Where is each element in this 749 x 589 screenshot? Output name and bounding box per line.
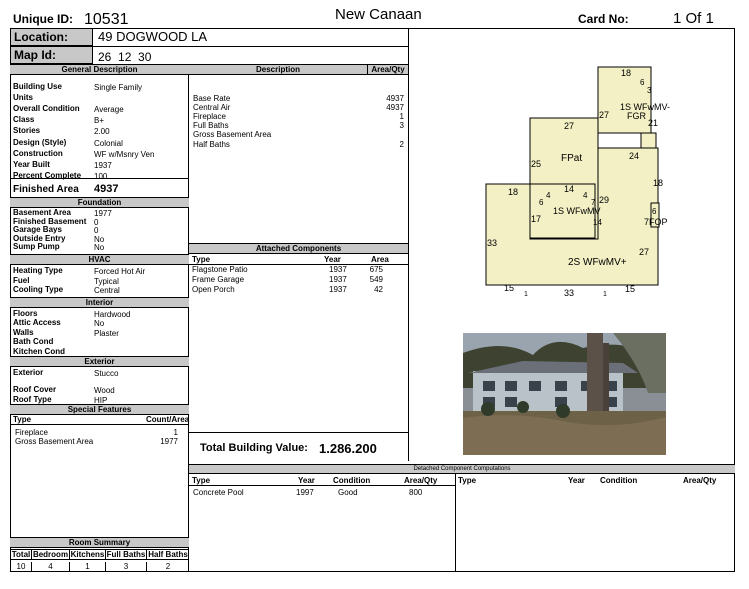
special-row-count: 1977 [160, 437, 178, 446]
description-row-qty: 4937 [386, 94, 404, 103]
card-value: 1 Of 1 [673, 10, 714, 27]
general-row-value: 1937 [94, 160, 112, 170]
detached-row-year: 1997 [296, 488, 314, 497]
hvac-header: HVAC [10, 254, 189, 265]
room-col-value: 2 [146, 562, 189, 571]
area-qty-header: Area/Qty [367, 64, 408, 75]
room-col-header: Kitchens [70, 550, 105, 559]
room-col-value: 4 [31, 562, 69, 571]
general-row-value: 2.00 [94, 127, 110, 137]
general-row-label: Units [13, 93, 33, 103]
map-label: Map Id: [14, 48, 56, 62]
general-row-value: Single Family [94, 83, 143, 92]
description-row-qty: 4937 [386, 103, 404, 112]
hvac-row-label: Heating Type [13, 266, 63, 275]
hvac-row-label: Fuel [13, 275, 30, 285]
town-name: New Canaan [335, 6, 422, 23]
sketch-label: 21 [648, 118, 659, 128]
unique-id-label: Unique ID: [13, 12, 73, 26]
detached-header: Detached Component Computations [189, 464, 735, 474]
description-header: Description [189, 64, 367, 75]
house-photo [463, 333, 666, 455]
sketch-label: 33 [487, 238, 498, 248]
general-row-value: 100 [94, 171, 108, 181]
attached-col-type: Type [192, 255, 211, 264]
room-summary-header: Room Summary [10, 537, 189, 548]
detached-col-right: Year [568, 476, 585, 485]
detached-col-left: Type [192, 476, 211, 485]
description-row-qty: 1 [399, 112, 404, 121]
attached-row-area: 549 [369, 275, 383, 284]
detached-col-left: Year [298, 476, 315, 485]
general-header: General Description [10, 64, 189, 75]
foundation-row-label: Garage Bays [13, 225, 62, 235]
sketch-label: 33 [564, 288, 575, 298]
attached-col-area: Area [371, 255, 389, 264]
special-row-count: 1 [173, 428, 178, 437]
room-col-header: Bedroom [32, 550, 69, 559]
map-value: 26 12 30 [98, 50, 152, 64]
sketch-label: 27 [564, 121, 575, 131]
interior-row-label: Attic Access [13, 318, 61, 328]
interior-row-label: Walls [13, 327, 34, 337]
detached-col-right: Condition [600, 476, 638, 485]
detached-row-type: Concrete Pool [193, 488, 244, 497]
detached-row-area: 800 [409, 488, 423, 497]
foundation-row-value: 1977 [94, 209, 112, 218]
special-col-count: Count/Area [146, 415, 190, 424]
sketch-label: 6 [640, 78, 645, 87]
sketch-label: 2S WFwMV+ [568, 257, 627, 268]
foundation-row-label: Basement Area [13, 208, 71, 217]
general-row-value: Average [94, 105, 124, 115]
exterior-row-label: Roof Type [13, 395, 52, 404]
foundation-row-value: 0 [94, 217, 99, 227]
total-value: 1.286.200 [319, 441, 377, 456]
description-row-qty: 3 [399, 121, 404, 130]
sketch-label: 4 [583, 191, 588, 200]
general-row-value: WF w/Msnry Ven [94, 149, 155, 159]
sketch-label: 1S WFwMV [553, 206, 601, 216]
general-row-label: Construction [13, 148, 63, 158]
general-row-value: B+ [94, 116, 105, 126]
general-row-label: Year Built [13, 159, 50, 169]
interior-row-label: Floors [13, 309, 38, 318]
card-label: Card No: [578, 12, 629, 26]
hvac-row-label: Cooling Type [13, 285, 64, 294]
exterior-row-label: Exterior [13, 368, 44, 377]
sketch-label: 15 [504, 283, 515, 293]
hvac-row-value: Typical [94, 276, 119, 286]
sketch-label: 18 [508, 187, 519, 197]
interior-row-value: No [94, 319, 105, 329]
description-row-qty: 2 [399, 140, 404, 149]
attached-row-type: Flagstone Patio [192, 265, 248, 274]
sketch-label: 7FOP [644, 217, 668, 227]
exterior-row-label: Roof Cover [13, 385, 57, 394]
special-col-type: Type [13, 415, 32, 424]
interior-row-label: Bath Cond [13, 337, 54, 347]
attached-row-area: 42 [374, 285, 383, 294]
sketch-label: 14 [564, 184, 575, 194]
foundation-row-value: No [94, 234, 105, 244]
sketch-label: 17 [531, 214, 542, 224]
room-col-header: Half Baths [146, 549, 189, 560]
detached-col-right: Type [458, 476, 477, 485]
interior-row-value: Hardwood [94, 310, 131, 319]
foundation-row-value: No [94, 243, 105, 253]
exterior-row-value: HIP [94, 396, 108, 405]
attached-row-year: 1937 [329, 275, 347, 284]
interior-row-value: Plaster [94, 328, 119, 338]
exterior-row-value: Stucco [94, 369, 119, 378]
description-row-name: Central Air [193, 103, 231, 112]
sketch-label: 1 [603, 291, 607, 298]
sketch-label: 6 [652, 207, 657, 216]
sketch-label: 1 [524, 291, 528, 298]
room-table-edge [188, 549, 189, 572]
description-row-name: Fireplace [193, 112, 226, 121]
sketch-label: 1S WFwMV- [620, 102, 671, 112]
attached-row-year: 1937 [329, 265, 347, 274]
sketch-label: 24 [629, 151, 640, 161]
sketch-label: FGR [627, 111, 646, 121]
sketch-label: 14 [593, 218, 602, 227]
foundation-row-label: Outside Entry [13, 233, 66, 243]
finished-area-label: Finished Area [13, 184, 79, 195]
description-row-name: Half Baths [193, 140, 230, 149]
total-value-label: Total Building Value: [200, 442, 308, 454]
sketch-label: 6 [539, 198, 544, 207]
sketch-label: 4 [546, 191, 551, 200]
interior-row-label: Kitchen Cond [13, 346, 65, 356]
general-row-value: Colonial [94, 138, 123, 148]
attached-row-type: Open Porch [192, 285, 235, 294]
sketch-label: 25 [531, 159, 542, 169]
attached-row-area: 675 [369, 265, 383, 274]
exterior-header: Exterior [10, 356, 189, 367]
description-row-name: Gross Basement Area [193, 130, 272, 139]
sketch-label: 29 [599, 195, 610, 205]
attached-row-year: 1937 [329, 285, 347, 294]
sketch-label: 27 [599, 110, 610, 120]
general-row-label: Building Use [13, 82, 62, 91]
attached-col-year: Year [324, 255, 341, 264]
unique-id-value: 10531 [84, 11, 129, 28]
sketch-label: 15 [625, 284, 636, 294]
room-col-header: Total [11, 550, 31, 559]
description-row-name: Base Rate [193, 94, 231, 103]
detached-col-left: Area/Qty [404, 476, 438, 485]
general-row-label: Percent Complete [13, 170, 82, 180]
general-row-label: Class [13, 115, 35, 125]
foundation-row-value: 0 [94, 226, 99, 236]
general-row-label: Stories [13, 126, 41, 136]
detached-col-left: Condition [333, 476, 371, 485]
room-col-value: 10 [10, 562, 31, 571]
attached-row-type: Frame Garage [192, 275, 245, 284]
special-row-type: Fireplace [15, 428, 48, 437]
foundation-header: Foundation [10, 197, 189, 208]
location-value: 49 DOGWOOD LA [98, 29, 208, 44]
sketch-label: 3 [647, 86, 652, 95]
general-row-label: Overall Condition [13, 104, 80, 114]
sketch-label: 18 [653, 178, 664, 188]
special-features-header: Special Features [10, 404, 189, 415]
description-row-name: Full Baths [193, 121, 229, 130]
location-label: Location: [14, 30, 68, 44]
detached-row-condition: Good [338, 488, 358, 497]
sketch-label: FPat [561, 153, 583, 164]
sketch-label: 7 [591, 198, 596, 207]
foundation-row-label: Finished Basement [13, 216, 87, 226]
room-col-value: 1 [69, 562, 105, 571]
sketch-label: 18 [621, 68, 632, 78]
sketch-label: 27 [639, 247, 650, 257]
room-col-value: 3 [105, 562, 146, 571]
room-col-header: Full Baths [106, 550, 146, 559]
special-row-type: Gross Basement Area [15, 437, 94, 446]
foundation-row-label: Sump Pump [13, 242, 60, 252]
exterior-row-value: Wood [94, 386, 115, 395]
detached-col-right: Area/Qty [683, 476, 717, 485]
building-sketch [409, 29, 734, 329]
finished-area-value: 4937 [94, 183, 119, 195]
hvac-row-value: Forced Hot Air [94, 267, 146, 276]
attached-header: Attached Components [189, 243, 408, 254]
hvac-row-value: Central [94, 286, 120, 295]
general-row-label: Design (Style) [13, 137, 67, 147]
interior-header: Interior [10, 297, 189, 308]
